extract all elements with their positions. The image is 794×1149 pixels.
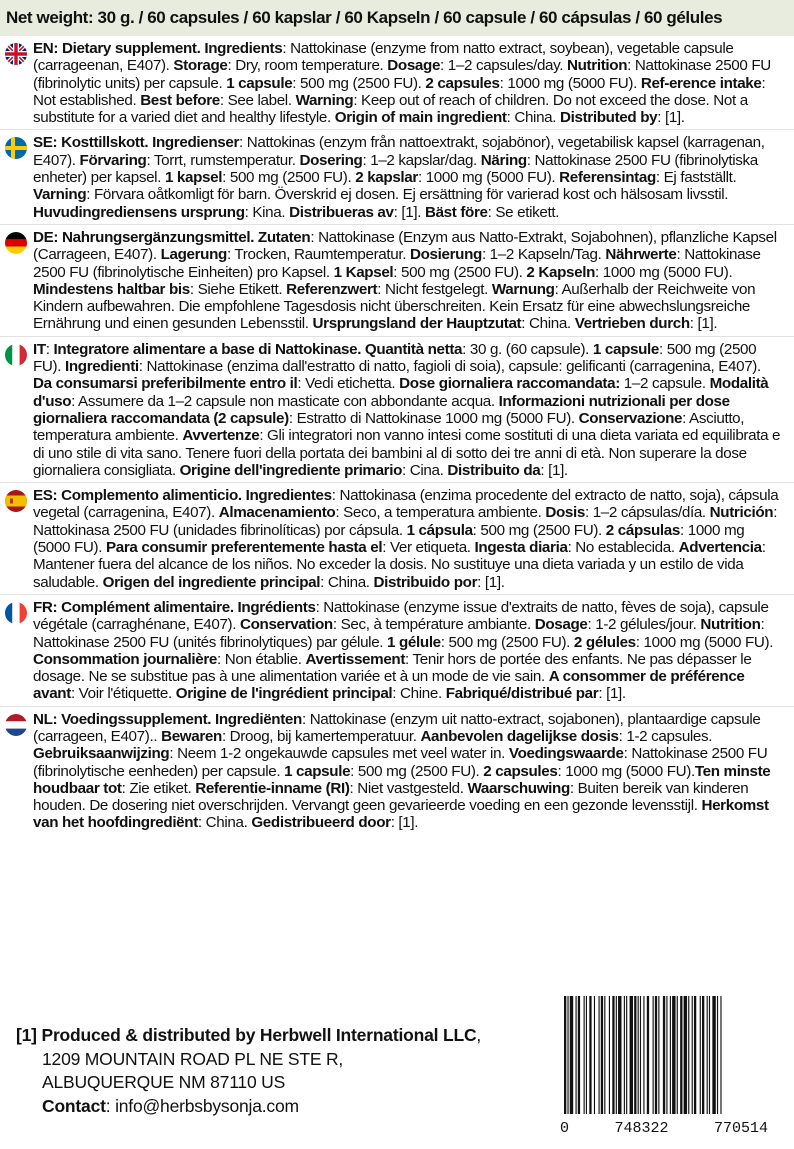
body-text: : 500 mg (2500 FU). <box>292 74 426 92</box>
label-text: Origine de l'ingrédient principal <box>175 685 393 703</box>
barcode-bar <box>570 996 573 1114</box>
label-text: Herkomst van het hoofdingrediënt <box>33 797 769 832</box>
section-text <box>33 341 782 479</box>
body-text: : Seco, a temperatura ambiente. <box>335 504 546 522</box>
barcode-bar <box>655 996 657 1114</box>
body-text: : [1]. <box>540 461 568 479</box>
barcode-bar <box>720 996 721 1114</box>
barcode-bar <box>589 996 591 1114</box>
label-text: SE: Kosttillskott. Ingredienser <box>33 134 240 152</box>
label-text: Consommation journalière <box>33 650 218 668</box>
body-text: : Siehe Etikett. <box>189 280 287 298</box>
barcode-bar <box>594 996 595 1114</box>
address-line-2: ALBUQUERQUE NM 87110 US <box>42 1072 286 1092</box>
label-text: Origine dell'ingrediente primario <box>179 461 403 479</box>
label-text: Fabriqué/distribué par <box>445 685 599 703</box>
barcode-bar <box>672 996 675 1114</box>
body-text: : Dry, room temperature. <box>227 57 388 75</box>
barcode-bar <box>586 996 587 1114</box>
section-text <box>33 711 782 832</box>
label-text: IT <box>33 340 46 358</box>
body-text: : Chine. <box>392 685 446 703</box>
label-text: Conservation <box>239 616 333 634</box>
body-text: : [1]. <box>390 814 419 832</box>
body-text: : 500 mg (2500 FU). <box>393 263 527 281</box>
barcode-bar <box>700 996 701 1114</box>
section-nl <box>0 707 794 835</box>
label-text: Origen del ingrediente principal <box>102 573 321 591</box>
label-text: Vertrieben durch <box>574 315 690 333</box>
barcode-bar <box>638 996 639 1114</box>
spain-flag-icon <box>5 490 27 512</box>
section-text <box>33 40 782 126</box>
label-text: Gebruiksaanwijzing <box>33 745 170 763</box>
body-text: : 1–2 capsules/day. <box>440 57 568 75</box>
body-text: : Nattokinase 2500 FU (unités fibrinolytiques) par gélule. <box>33 616 765 651</box>
body-text: : Buiten bereik van kinderen houden. De dosering niet overschrijden. Vervangt geen gevarieerde voeding en een gezonde levensstijl. <box>33 779 749 815</box>
label-text: Storage <box>173 57 228 75</box>
label-text: Avvertenze <box>182 427 260 445</box>
body-text: : Nattokinasa (enzima procedente del extracto de natto, soja), cápsula vegetal (carragenina, E407). <box>33 487 779 522</box>
barcode-bar <box>584 996 585 1114</box>
label-text: Gedistribueerd door <box>251 814 391 832</box>
body-text: : <box>45 340 54 358</box>
label-text: EN: Dietary supplement. Ingredients <box>33 40 283 57</box>
net-weight-header: Net weight: 30 g. / 60 capsules / 60 kapslar / 60 Kapseln / 60 capsule / 60 cápsulas / 60 gélules <box>0 0 794 36</box>
italy-flag-icon <box>5 344 27 366</box>
barcode-bar <box>643 996 644 1114</box>
label-text: Aanbevolen dagelijkse dosis <box>420 727 619 745</box>
barcode-bar <box>709 996 710 1114</box>
body-text: : 500 mg (2500 FU). <box>222 169 356 187</box>
section-text <box>33 134 782 220</box>
label-text: Varning <box>33 186 87 204</box>
barcode-bar <box>680 996 682 1114</box>
body-text: : Nattokinase 2500 FU (fibrinolytiska enheter) per kapsel. <box>33 151 758 187</box>
body-text: : 500 mg (2500 FU). <box>440 633 574 651</box>
company-suffix: , <box>476 1025 482 1045</box>
body-text: : 1000 mg (5000 FU). <box>33 521 745 557</box>
body-text: : 1000 mg (5000 FU). <box>635 633 774 651</box>
barcode-bar <box>663 996 665 1114</box>
label-text: Informazioni nutrizionali per dose giornaliera raccomandata (2 capsule) <box>33 392 730 427</box>
section-text <box>33 487 782 591</box>
barcode-bar <box>609 996 610 1114</box>
body-text: : 1000 mg (5000 FU). <box>595 263 733 281</box>
label-text: Dose giornaliera raccomandata: <box>399 375 620 393</box>
body-text: : [1]. <box>477 573 505 591</box>
body-text: : [1]. <box>598 685 626 703</box>
body-text: : Not established. <box>33 74 766 109</box>
label-text: 1 capsule <box>226 74 293 92</box>
barcode-bar <box>624 996 625 1114</box>
barcode-bar <box>666 996 667 1114</box>
body-text: : Zie etiket. <box>121 779 196 797</box>
barcode-bar <box>634 996 636 1114</box>
body-text: : 1–2 kapslar/dag. <box>362 151 481 169</box>
label-text: Para consumir preferentemente hasta el <box>105 539 383 557</box>
body-text: : Nattokinase 2500 FU (fibrinolytic units) per capsule. <box>33 57 771 92</box>
body-text: : Kina. <box>244 203 290 221</box>
label-text: Ten minste houdbaar tot <box>33 762 771 797</box>
label-text: Huvudingrediensens ursprung <box>33 203 245 221</box>
label-text: 1 Kapsel <box>333 263 394 281</box>
france-flag-icon <box>5 602 27 624</box>
body-text: 1–2 capsule. <box>619 375 710 393</box>
body-text: : Nattokinase (enzym uit natto-extract, sojabonen), plantaardige capsule (carrageen, E407).. <box>33 710 761 745</box>
body-text: : Neem 1-2 ongekauwde capsules met veel water in. <box>169 745 509 763</box>
body-text: : 1000 mg (5000 FU). <box>417 169 560 187</box>
body-text: : Nattokinase (enzyme from natto extract, soybean), vegetable capsule (carrageenan, E407). <box>33 40 734 75</box>
barcode-bar <box>640 996 641 1114</box>
label-text: Dosage <box>534 616 588 634</box>
label-text: 2 capsules <box>425 74 500 92</box>
body-text: : Cina. <box>402 461 448 479</box>
barcode-digit-group: 770514 <box>713 1120 768 1137</box>
label-text: Distribueras av <box>289 203 394 221</box>
label-text: Dosage <box>387 57 441 75</box>
section-it <box>0 337 794 483</box>
barcode-bar <box>564 996 566 1114</box>
body-text: : China. <box>197 814 252 832</box>
body-text: : No establecida. <box>567 539 679 557</box>
netherlands-flag-icon <box>5 714 27 736</box>
section-en <box>0 36 794 130</box>
body-text: : 1-2 gélules/jour. <box>587 616 701 634</box>
label-text: Warning <box>295 91 354 109</box>
barcode-digit-group: 0 <box>560 1120 570 1137</box>
body-text: : China. <box>320 573 374 591</box>
company-name: Produced & distributed by Herbwell International LLC <box>41 1025 477 1045</box>
body-text: : 1-2 capsules. <box>618 727 713 745</box>
body-text: : Asciutto, temperatura ambiente. <box>33 409 745 445</box>
barcode-bar <box>567 996 568 1114</box>
sweden-flag-icon <box>5 137 27 159</box>
barcode-bar <box>578 996 580 1114</box>
label-text: ES: Complemento alimenticio. Ingredientes <box>33 487 332 505</box>
label-text: NL: Voedingssupplement. Ingrediënten <box>33 710 302 728</box>
body-text: : 1–2 cápsulas/día. <box>584 504 710 522</box>
label-text: Nutrition <box>700 616 761 634</box>
label-text: 2 gélules <box>573 633 636 651</box>
label-text: 1 kapsel <box>164 169 223 187</box>
body-text: : 1–2 Kapseln/Tag. <box>481 246 606 264</box>
barcode-bar <box>688 996 689 1114</box>
body-text: : Nicht festgelegt. <box>377 280 492 298</box>
body-text: : Förvara oåtkomligt för barn. Överskrid ej dosen. Ej ersättning för varierad kost och hälsosam livsstil. <box>86 186 729 204</box>
label-text: Mindestens haltbar bis <box>33 280 190 298</box>
body-text: : 500 mg (2500 FU). <box>472 521 606 539</box>
body-text: : Voir l'étiquette. <box>70 685 176 703</box>
body-text: : [1]. <box>393 203 425 221</box>
body-text: : Se etikett. <box>487 203 560 221</box>
label-text: Distribuito da <box>447 461 541 479</box>
label-text: Avertissement <box>305 650 406 668</box>
label-text: Ingredienti <box>65 358 139 376</box>
body-text: : Gli integratori non vanno intesi come sostituti di una dieta variata ed equilibrata e di uno stile di vita sano. Tenere fuori della portata dei bambini al di sotto dei tre anni di età. Non superare la dose giornaliera consigliata. <box>33 427 781 479</box>
label-text: 1 gélule <box>387 633 441 651</box>
barcode-bar <box>626 996 627 1114</box>
label-text: 2 Kapseln <box>526 263 596 281</box>
contact-label: Contact <box>42 1095 106 1116</box>
barcode-bar <box>684 996 687 1114</box>
body-text: : Trocken, Raumtemperatur. <box>226 246 410 264</box>
body-text: : 1000 mg (5000 FU). <box>557 762 695 780</box>
barcode-bar <box>653 996 654 1114</box>
body-text: : [1]. <box>657 109 685 127</box>
contact-line <box>16 1095 481 1119</box>
label-text: Ref-erence intake <box>640 74 762 92</box>
body-text: : 1000 mg (5000 FU). <box>499 74 641 92</box>
body-text: : Nattokinas (enzym från nattoextrakt, sojabönor), vegetabilisk kapsel (karragenan, E407). <box>33 134 765 169</box>
barcode-digits <box>560 1120 768 1140</box>
germany-flag-icon <box>5 232 27 254</box>
barcode-bar <box>618 996 621 1114</box>
body-text: : Tenir hors de portée des enfants. Ne pas dépasser le dosage. Ne se substitue pas à une alimentation variée et à un mode de vie sain. <box>33 650 752 686</box>
body-text: : Mantener fuera del alcance de los niños. No exceder la dosis. No sustituye una dieta variada y un estilo de vida saludable. <box>33 539 766 591</box>
label-text: Nährwerte <box>605 246 677 264</box>
body-text: : [1]. <box>689 315 718 333</box>
section-de <box>0 225 794 337</box>
barcode-bar <box>658 996 659 1114</box>
barcode-digit-group: 748322 <box>614 1120 669 1137</box>
barcode-bar <box>717 996 718 1114</box>
body-text: : China. <box>506 109 561 127</box>
label-text: Referentie-inname (RI) <box>195 779 350 797</box>
label-text: Bäst före <box>424 203 488 221</box>
label-text: Lagerung <box>160 246 227 264</box>
section-fr <box>0 595 794 707</box>
body-text: : 500 mg (2500 FU). <box>350 762 484 780</box>
label-text: Dosierung <box>409 246 482 264</box>
barcode-bar <box>576 996 577 1114</box>
body-text: : Nattokinase (enzyme issue d'extraits de natto, fèves de soja), capsule végétale (carraghénane, E407). <box>33 598 769 634</box>
section-text <box>33 599 782 703</box>
label-text: A consommer de préférence avant <box>33 668 745 703</box>
label-text: FR: Complément alimentaire. Ingrédients <box>33 598 316 616</box>
label-text: 2 kapslar <box>355 169 418 187</box>
body-text: : China. <box>521 315 575 333</box>
label-text: Integratore alimentare a base di Nattokinase. Quantità netta <box>53 340 463 358</box>
barcode-bar <box>616 996 617 1114</box>
barcode-bar <box>630 996 633 1114</box>
body-text: : Keep out of reach of children. Do not exceed the dose. Not a substitute for a varied diet and healthy lifestyle. <box>33 91 748 127</box>
address-line-1: 1209 MOUNTAIN ROAD PL NE STE R, <box>42 1048 344 1069</box>
barcode-bar <box>694 996 696 1114</box>
label-text: Origin of main ingredient <box>334 109 507 127</box>
label-text: 1 capsule <box>592 340 659 358</box>
barcode-bar <box>707 996 708 1114</box>
label-text: DE: Nahrungsergänzungsmittel. Zutaten <box>33 228 311 246</box>
label-text: Distributed by <box>560 109 658 127</box>
body-text: : 30 g. (60 capsule). <box>462 340 593 358</box>
body-text: : Niet vastgesteld. <box>349 779 468 797</box>
body-text: : Ver etiqueta. <box>382 539 475 557</box>
barcode-bar <box>702 996 704 1114</box>
label-text: Förvaring <box>79 151 147 169</box>
body-text: : Vedi etichetta. <box>297 375 400 393</box>
section-text <box>33 229 782 333</box>
barcode-bar <box>692 996 693 1114</box>
label-text: 1 cápsula <box>406 521 473 539</box>
barcode-bar <box>647 996 649 1114</box>
label-text: 2 capsules <box>483 762 558 780</box>
barcode-bar <box>612 996 614 1114</box>
label-text: Ursprungsland der Hauptzutat <box>312 315 522 333</box>
label-text: Waarschuwing <box>467 779 570 797</box>
body-text: : Nattokinasa 2500 FU (unidades fibrinolíticas) por cápsula. <box>33 504 778 539</box>
label-text: Advertencia <box>678 539 762 557</box>
label-text: Modalità d'uso <box>33 375 769 410</box>
barcode-bar <box>712 996 715 1114</box>
body-text: : See label. <box>219 91 296 109</box>
label-text: Best before <box>140 91 220 109</box>
contact-email: : info@herbsbysonja.com <box>105 1095 299 1116</box>
label-text: 2 cápsulas <box>605 521 680 539</box>
body-text: : Non établie. <box>217 650 306 668</box>
barcode-bars <box>560 996 768 1114</box>
section-es <box>0 483 794 595</box>
body-text: : Droog, bij kamertemperatuur. <box>221 727 421 745</box>
label-text: Da consumarsi preferibilmente entro il <box>33 375 298 393</box>
barcode-bar <box>601 996 603 1114</box>
footnote-ref: [1] <box>16 1025 37 1045</box>
body-text: : Assumere da 1–2 capsule non masticate con abbondante acqua. <box>71 392 499 410</box>
label-text: Näring <box>480 151 527 169</box>
company-line <box>16 1024 481 1048</box>
body-text: : Nattokinase 2500 FU (fibrinolytische eenheden) per capsule. <box>33 745 768 780</box>
label-text: Dosis <box>545 504 585 522</box>
label-text: Bewaren <box>161 727 222 745</box>
barcode-bar <box>670 996 671 1114</box>
uk-flag-icon <box>5 43 27 65</box>
label-text: Conservazione <box>578 409 683 427</box>
label-text: Referensintag <box>559 169 656 187</box>
barcode-bar <box>604 996 605 1114</box>
label-text: Distribuido por <box>373 573 478 591</box>
body-text: : Ej fastställt. <box>655 169 737 187</box>
body-text: : Nattokinase (enzima dall'estratto di natto, fagioli di soia), capsule: gelificanti (carragenina, E407). <box>138 358 761 376</box>
label-text: Ingesta diaria <box>474 539 568 557</box>
label-text: Dosering <box>299 151 363 169</box>
body-text: : Torrt, rumstemperatur. <box>146 151 300 169</box>
language-sections <box>0 36 794 835</box>
body-text: : Estratto di Nattokinase 1000 mg (5000 FU). <box>288 409 579 427</box>
body-text: : 500 mg (2500 FU). <box>33 340 757 376</box>
section-se <box>0 130 794 224</box>
footer <box>0 1018 794 1149</box>
label-text: Referenzwert <box>286 280 378 298</box>
distributor-address <box>16 1024 481 1118</box>
body-text: : Nattokinase (Enzym aus Natto-Extrakt, Sojabohnen), pflanzliche Kapsel (Carrageen, E407). <box>33 228 777 264</box>
body-text: : Nattokinase 2500 FU (fibrinolytische Einheiten) pro Kapsel. <box>33 246 761 281</box>
label-text: 1 capsule <box>284 762 351 780</box>
body-text: : Sec, à température ambiante. <box>332 616 535 634</box>
label-text: Nutrition <box>567 57 628 75</box>
label-text: Almacenamiento <box>218 504 336 522</box>
barcode-bar <box>599 996 600 1114</box>
label-text: Nutrición <box>709 504 774 522</box>
barcode <box>560 996 768 1140</box>
label-text: Warnung <box>491 280 555 298</box>
body-text: : Außerhalb der Reichweite von Kindern aufbewahren. Die empfohlene Tagesdosis nicht überschreiten. Kein Ersatz für eine abwechslungsreiche Ernährung und einen gesunden Lebensstil. <box>33 280 756 333</box>
barcode-bar <box>677 996 678 1114</box>
label-text: Voedingswaarde <box>508 745 624 763</box>
